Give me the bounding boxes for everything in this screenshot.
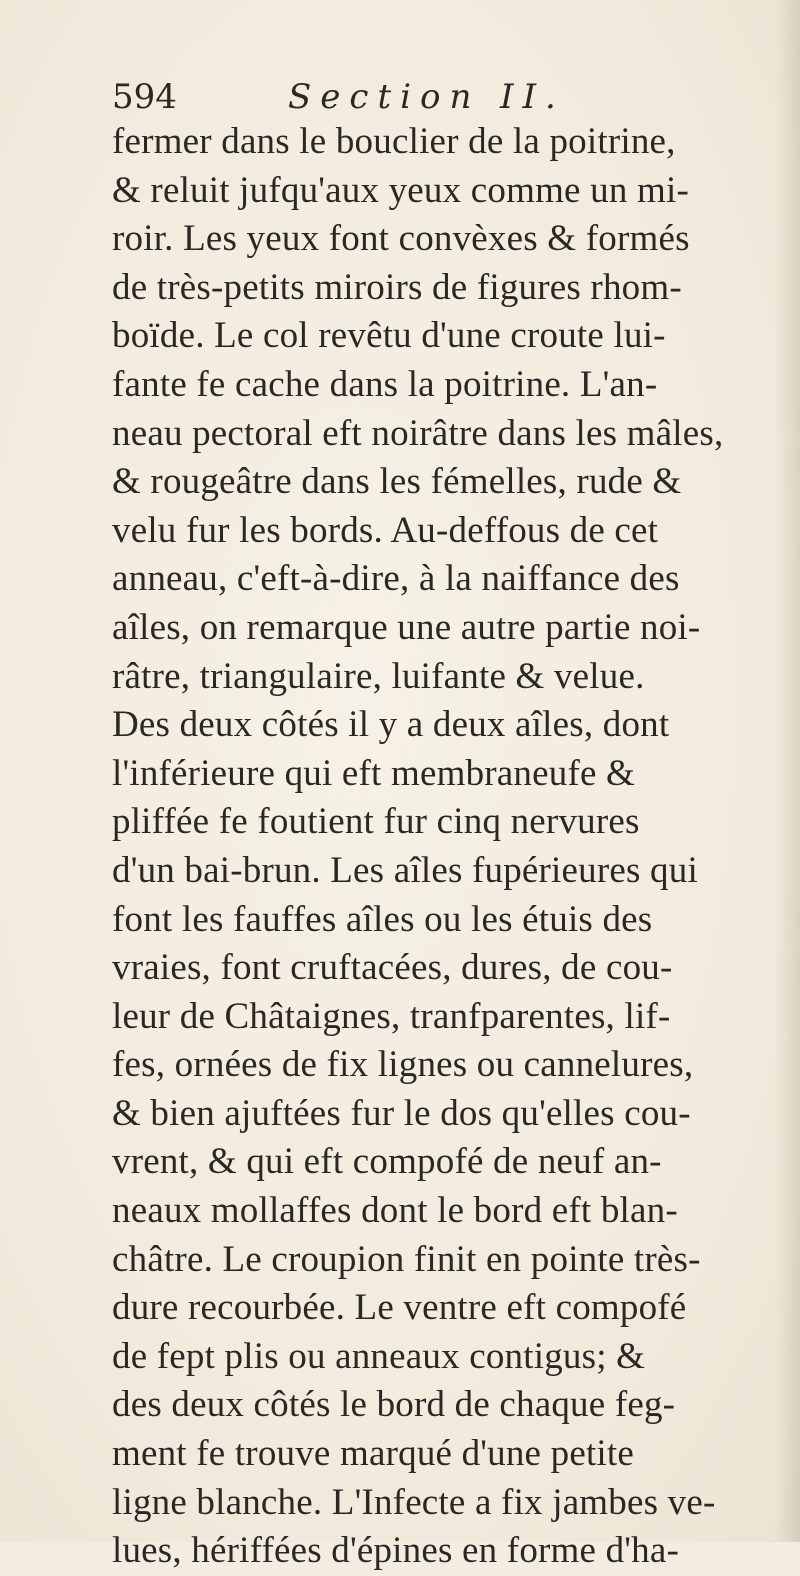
- text-line: râtre, triangulaire, luifante & velue.: [112, 655, 645, 697]
- text-line: boïde. Le col revêtu d'une croute lui-: [112, 315, 666, 357]
- text-line: & reluit jufqu'aux yeux comme un mi-: [112, 169, 689, 211]
- text-line: l'inférieure qui eft membraneufe &: [112, 752, 636, 794]
- text-line: Des deux côtés il y a deux aîles, dont: [112, 704, 670, 746]
- page-header: [112, 72, 732, 122]
- text-line: font les fauffes aîles ou les étuis des: [112, 898, 653, 940]
- page-number: 594: [112, 77, 177, 117]
- text-line: & rougeâtre dans les fémelles, rude &: [112, 461, 682, 503]
- text-line: vraies, font cruftacées, dures, de cou-: [112, 947, 673, 989]
- text-line: fante fe cache dans la poitrine. L'an-: [112, 363, 658, 405]
- text-line: pliffée fe foutient fur cinq nervures: [112, 801, 640, 843]
- text-line: anneau, c'eft-à-dire, à la naiffance des: [112, 558, 680, 600]
- text-line: & bien ajuftées fur le dos qu'elles cou-: [112, 1092, 691, 1134]
- running-title: Section II.: [288, 77, 565, 117]
- text-line: lues, hériffées d'épines en forme d'ha-: [112, 1530, 680, 1572]
- text-line: d'un bai-brun. Les aîles fupérieures qui: [112, 849, 698, 891]
- text-line: châtre. Le croupion finit en pointe très-: [112, 1238, 701, 1280]
- text-line: roir. Les yeux font convèxes & formés: [112, 218, 690, 260]
- text-line: de très-petits miroirs de figures rhom-: [112, 266, 682, 308]
- text-line: ligne blanche. L'Infecte a fix jambes ve-: [112, 1481, 716, 1523]
- text-line: velu fur les bords. Au-deffous de cet: [112, 509, 659, 551]
- text-line: de fept plis ou anneaux contigus; &: [112, 1335, 646, 1377]
- text-line: fermer dans le bouclier de la poitrine,: [112, 121, 676, 162]
- text-line: ment fe trouve marqué d'une petite: [112, 1433, 635, 1475]
- text-line: neau pectoral eft noirâtre dans les mâles,: [112, 412, 724, 454]
- text-line: dure recourbée. Le ventre eft compofé: [112, 1287, 687, 1329]
- text-line: fes, ornées de fix lignes ou cannelures,: [112, 1044, 694, 1086]
- text-line: neaux mollaffes dont le bord eft blan-: [112, 1190, 678, 1232]
- body-text: [112, 118, 792, 1576]
- text-line: leur de Châtaignes, tranfparentes, lif-: [112, 995, 671, 1037]
- text-line: aîles, on remarque une autre partie noi-: [112, 606, 701, 648]
- text-line: vrent, & qui eft compofé de neuf an-: [112, 1141, 662, 1183]
- text-line: des deux côtés le bord de chaque feg-: [112, 1384, 676, 1426]
